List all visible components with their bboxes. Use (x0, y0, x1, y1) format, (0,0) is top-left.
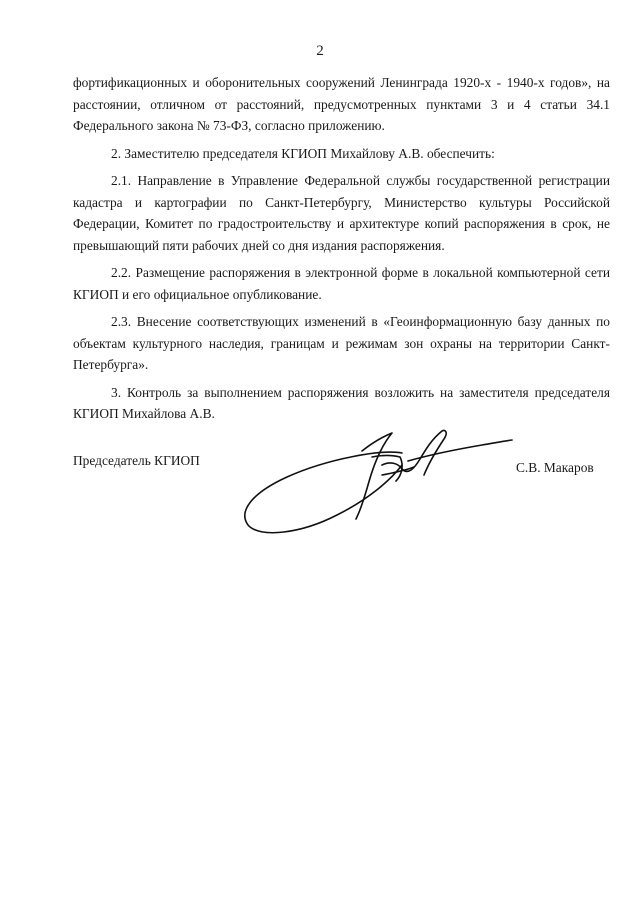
page-number: 2 (316, 43, 324, 59)
paragraph-item-2: 2. Заместителю председателя КГИОП Михайлову А.В. обеспечить: (111, 145, 495, 161)
signatory-name: С.В. Макаров (516, 460, 594, 475)
paragraph-item-2-2: 2.2. Размещение распоряжения в электронной форме в локальной компьютерной сети КГИОП и его официальное опубликование. (73, 265, 610, 302)
document-body (73, 72, 610, 425)
paragraph-continuation: фортификационных и оборонительных сооружений Ленинграда 1920-х - 1940-х годов», на расстоянии, отличном от расстояний, предусмотренных пунктами 3 и 4 статьи 34.1 Федерального закона № 73-ФЗ, согласно приложению. (73, 75, 610, 133)
paragraph-item-3: 3. Контроль за выполнением распоряжения возложить на заместителя председателя КГИОП Михайлова А.В. (73, 384, 610, 421)
paragraph-item-2-1: 2.1. Направление в Управление Федеральной службы государственной регистрации кадастра и картографии по Санкт-Петербургу, Министерство культуры Российской Федерации, Комитет по градостроительству и архитектуре копий распоряжения в срок, не превышающий пяти рабочих дней со дня издания распоряжения. (73, 173, 610, 253)
handwritten-signature (232, 415, 517, 545)
signatory-position: Председатель КГИОП (73, 453, 200, 468)
paragraph-item-2-3: 2.3. Внесение соответствующих изменений в «Геоинформационную базу данных по объектам культурного наследия, границам и режимам зон охраны на территории Санкт-Петербурга». (73, 314, 610, 372)
